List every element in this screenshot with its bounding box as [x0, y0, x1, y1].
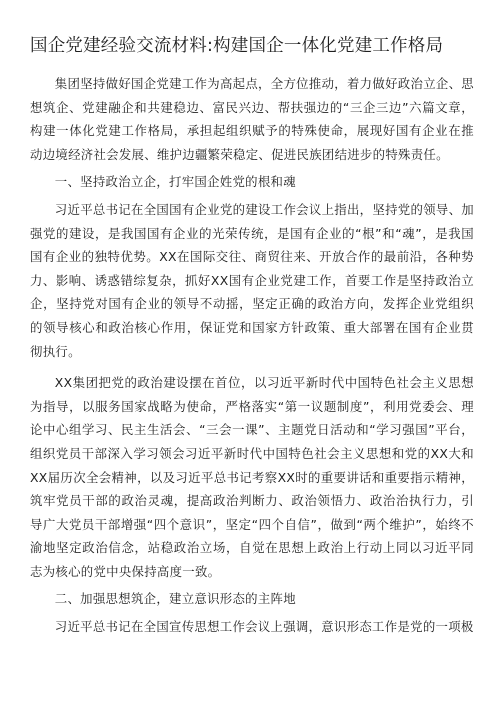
section-2-heading: 二、加强思想筑企，建立意识形态的主阵地 [54, 591, 296, 607]
document-title: 国企党建经验交流材料:构建国企一体化党建工作格局 [30, 36, 444, 56]
section-2-paragraph-1: 习近平总书记在全国宣传思想工作会议上强调，意识形态工作是党的一项极 [54, 619, 474, 635]
intro-paragraph: 集团坚持做好国企党建工作为高起点，全方位推动，着力做好政治立企、思想筑企、党建融企和共建稳边、富民兴边、帮扶强边的“三企三边”六篇文章，构建一体化党建工作格局，承担起组织赋予的特殊使命，展现好国有企业在推动边境经济社会发展、维护边疆繁荣稳定、促进民族团结进步的特殊责任。 [30, 76, 474, 162]
paragraph-gap [30, 363, 474, 371]
section-1-paragraph-1: 习近平总书记在全国国有企业党的建设工作会议上指出，坚持党的领导、加强党的建设，是我国国有企业的光荣传统，是国有企业的“根”和“魂”，是我国国有企业的独特优势。XX在国际交往、商贸往来、开放合作的最前沿，各种势力、影响、诱惑错综复杂，抓好XX国有企业党建工作，首要工作是坚持政治立企，坚持党对国有企业的领导不动摇，坚定正确的政治方向，发挥企业党组织的领导核心和政治核心作用，保证党和国家方针政策、重大部署在国有企业贯彻执行。 [30, 201, 474, 359]
section-1-paragraph-2: XX集团把党的政治建设摆在首位，以习近平新时代中国特色社会主义思想为指导，以服务国家战略为使命，严格落实“第一议题制度”，利用党委会、理论中心组学习、民主生活会、“三会一课”、主题党日活动和“学习强国”平台，组织党员干部深入学习领会习近平新时代中国特色社会主义思想和党的XX大和XX届历次全会精神，以及习近平总书记考察XX时的重要讲话和重要指示精神，筑牢党员干部的政治灵魂，提高政治判断力、政治领悟力、政治治执行力，引导广大党员干部增强“四个意识”，坚定“四个自信”，做到“两个维护”，始终不渝地坚定政治信念，站稳政治立场，自觉在思想上政治上行动上同以习近平同志为核心的党中央保持高度一致。 [30, 375, 474, 579]
section-1-heading: 一、坚持政治立企，打牢国企姓党的根和魂 [54, 174, 296, 190]
